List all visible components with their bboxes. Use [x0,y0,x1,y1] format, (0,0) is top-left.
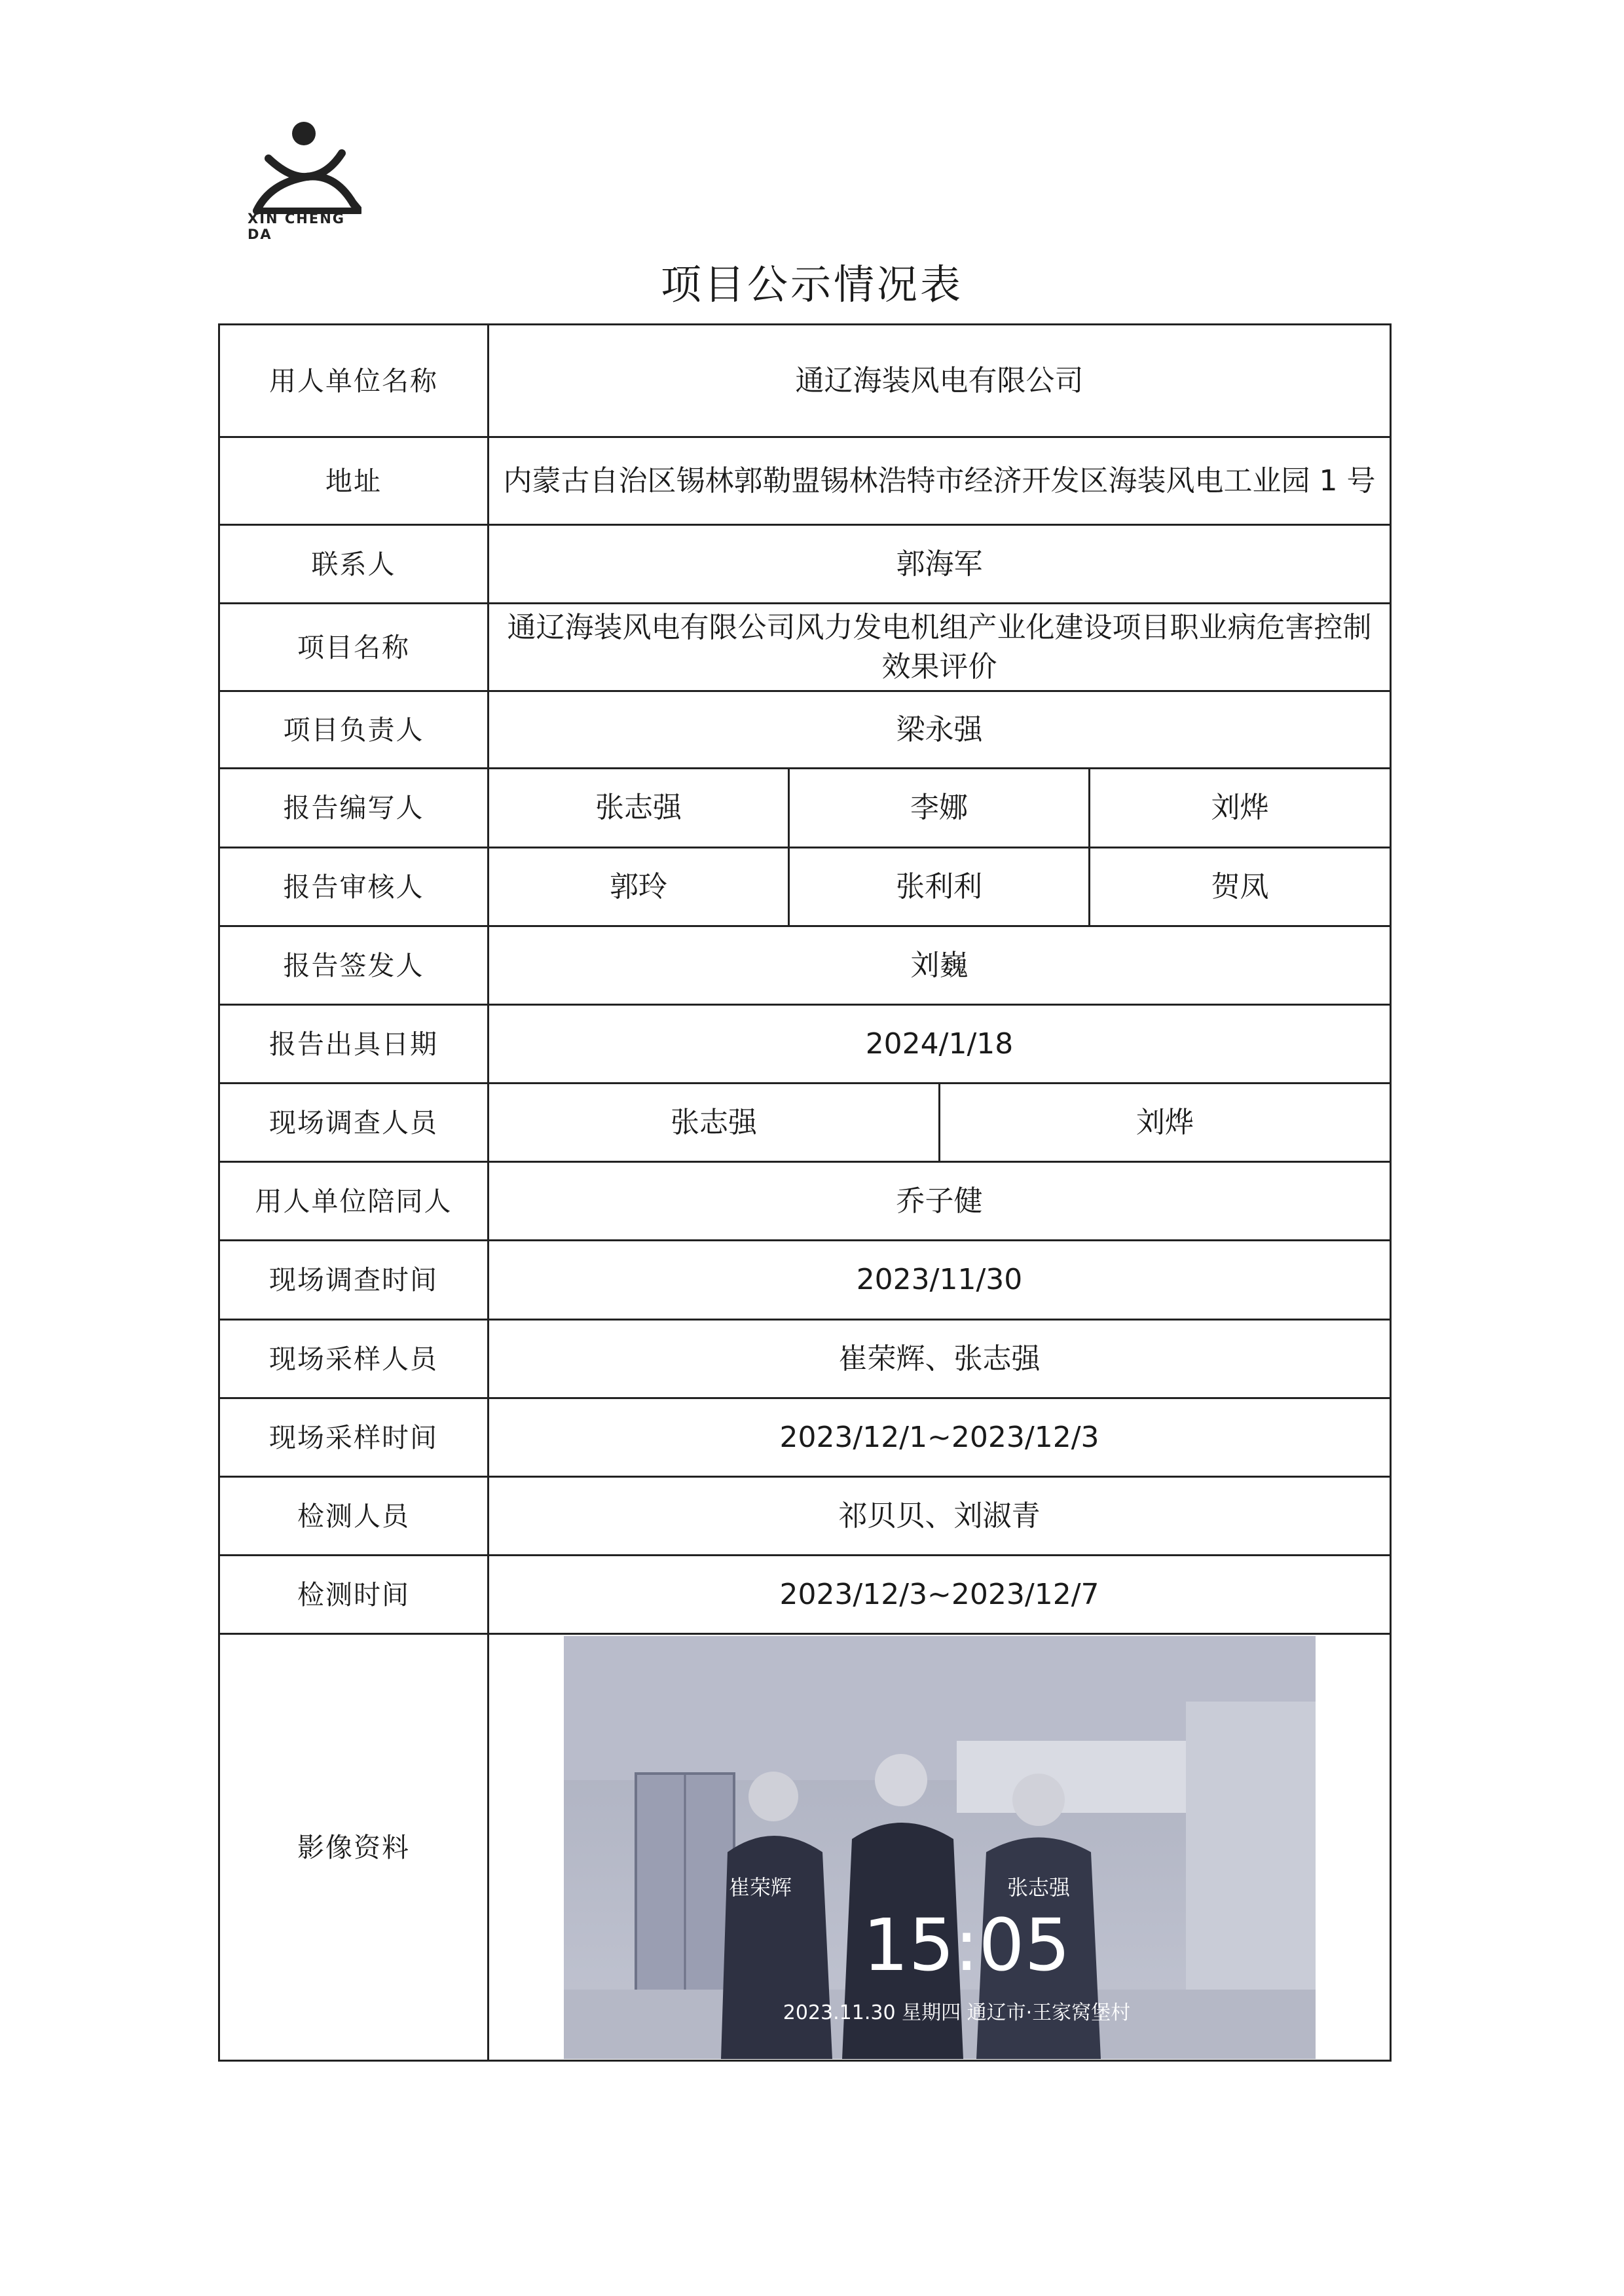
images-label: 影像资料 [219,1634,489,2061]
testers-value: 祁贝贝、刘淑青 [489,1477,1391,1556]
logo-text: XIN CHENG DA [248,211,346,242]
employer-name-label: 用人单位名称 [219,325,489,437]
photo-clock: 15:05 [862,1903,1071,1987]
table-row [219,848,1391,926]
sampling-time-value: 2023/12/1~2023/12/3 [489,1398,1391,1477]
testers-label: 检测人员 [219,1477,489,1556]
report-writer-2: 李娜 [789,769,1090,848]
contact-value: 郭海军 [489,525,1391,604]
report-writer-3: 刘烨 [1090,769,1391,848]
address-value: 内蒙古自治区锡林郭勒盟锡林浩特市经济开发区海装风电工业园 1 号 [489,437,1391,525]
report-date-value: 2024/1/18 [489,1005,1391,1084]
photo-name-tag-right: 张志强 [1006,1874,1070,1900]
site-photo [564,1636,1316,2059]
table-row [219,1162,1391,1241]
table-row [219,437,1391,525]
report-reviewer-1: 郭玲 [489,848,789,926]
site-investigator-1: 张志强 [489,1084,940,1162]
employer-escort-value: 乔子健 [489,1162,1391,1241]
contact-label: 联系人 [219,525,489,604]
table-row [219,1398,1391,1477]
project-name-label: 项目名称 [219,604,489,691]
table-row [219,1241,1391,1320]
investigation-time-label: 现场调查时间 [219,1241,489,1320]
table-row [219,1477,1391,1556]
project-lead-label: 项目负责人 [219,691,489,769]
report-reviewers-label: 报告审核人 [219,848,489,926]
employer-name-value: 通辽海装风电有限公司 [489,325,1391,437]
employer-escort-label: 用人单位陪同人 [219,1162,489,1241]
report-writer-1: 张志强 [489,769,789,848]
testing-time-value: 2023/12/3~2023/12/7 [489,1556,1391,1634]
site-investigators-label: 现场调查人员 [219,1084,489,1162]
sampling-time-label: 现场采样时间 [219,1398,489,1477]
photo-stamp: 2023.11.30 星期四 通辽市·王家窝堡村 [783,2001,1130,2024]
table-row [219,1320,1391,1398]
table-row [219,1084,1391,1162]
table-row [219,1634,1391,2061]
table-row [219,1005,1391,1084]
table-row [219,691,1391,769]
project-name-value: 通辽海装风电有限公司风力发电机组产业化建设项目职业病危害控制效果评价 [489,604,1391,691]
investigation-time-value: 2023/11/30 [489,1241,1391,1320]
table-row [219,1556,1391,1634]
table-row [219,604,1391,691]
photo-name-tag-left: 崔荣辉 [728,1874,792,1900]
report-reviewer-3: 贺凤 [1090,848,1391,926]
project-info-table [218,323,1392,2062]
page-title: 项目公示情况表 [660,261,963,308]
project-lead-value: 梁永强 [489,691,1391,769]
table-row [219,325,1391,437]
table-row [219,769,1391,848]
photo-cell [489,1634,1391,2061]
samplers-value: 崔荣辉、张志强 [489,1320,1391,1398]
report-issuer-label: 报告签发人 [219,926,489,1005]
samplers-label: 现场采样人员 [219,1320,489,1398]
table-row [219,525,1391,604]
table-row [219,926,1391,1005]
report-date-label: 报告出具日期 [219,1005,489,1084]
report-writers-label: 报告编写人 [219,769,489,848]
address-label: 地址 [219,437,489,525]
site-investigator-2: 刘烨 [940,1084,1391,1162]
report-issuer-value: 刘巍 [489,926,1391,1005]
testing-time-label: 检测时间 [219,1556,489,1634]
report-reviewer-2: 张利利 [789,848,1090,926]
